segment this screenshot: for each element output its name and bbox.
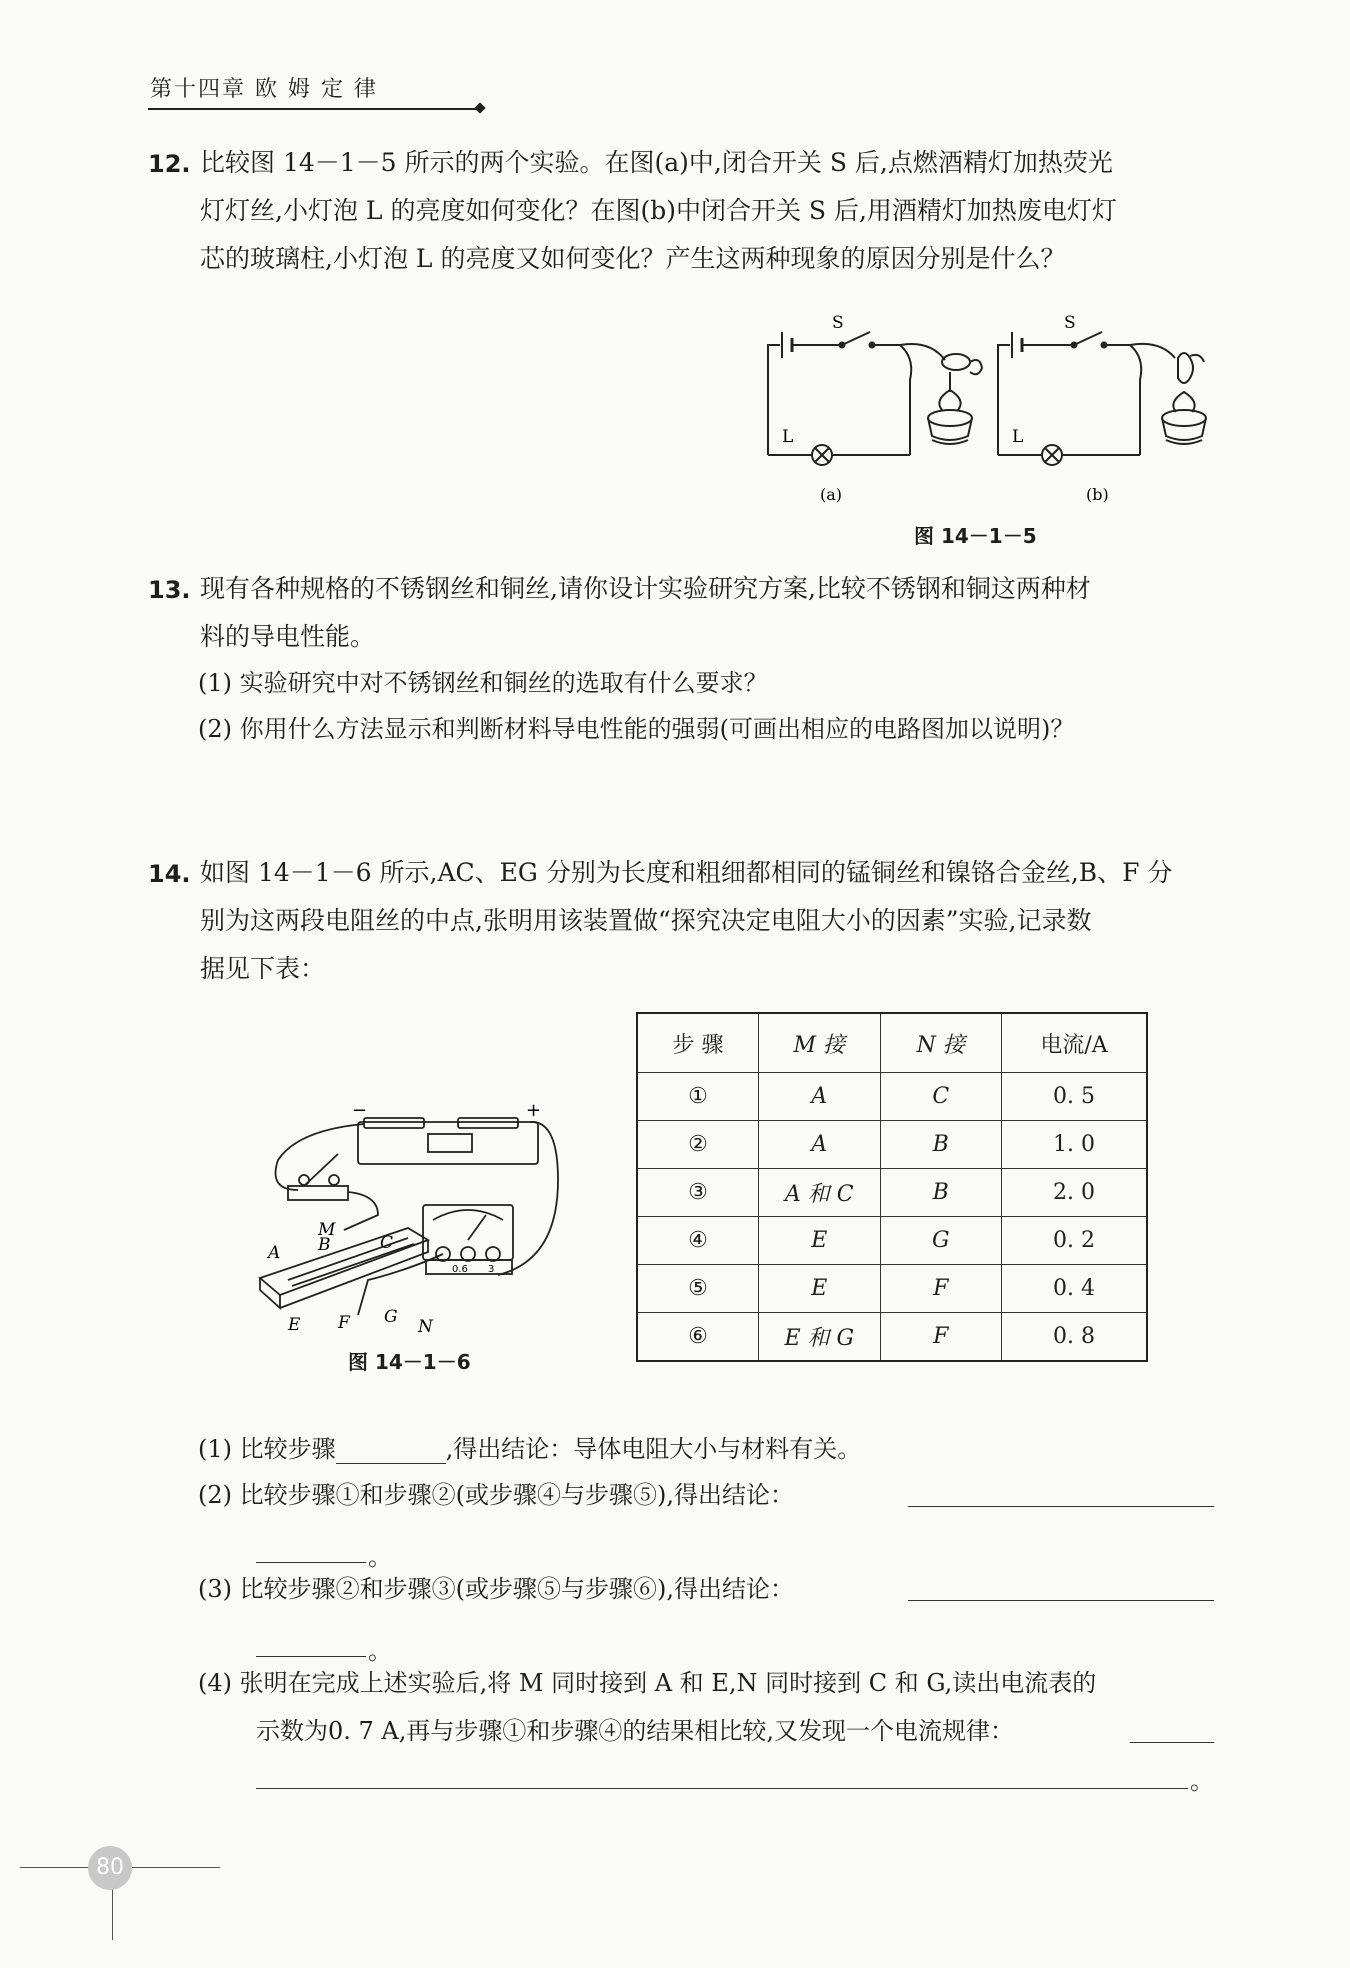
fig5-sub-a: (a) [820, 485, 843, 504]
cell-m: E 和 G [759, 1313, 881, 1362]
cell-m: A [759, 1073, 881, 1121]
cell-n: B [880, 1169, 1001, 1217]
page-number: 80 [88, 1846, 132, 1890]
cell-step: ⑤ [637, 1265, 759, 1313]
table-row [637, 1265, 1147, 1313]
answer-blank-4a[interactable] [1130, 1718, 1214, 1743]
cell-current: 0. 5 [1001, 1073, 1147, 1121]
fig6-range-3: 3 [488, 1264, 495, 1275]
cell-n: C [880, 1073, 1001, 1121]
cell-current: 0. 8 [1001, 1313, 1147, 1362]
fig6-label-c: C [380, 1233, 394, 1253]
cell-current: 1. 0 [1001, 1121, 1147, 1169]
q14-line-3: 据见下表： [200, 954, 326, 983]
cell-n: B [880, 1121, 1001, 1169]
answer-blank-3b[interactable] [256, 1632, 366, 1657]
cell-step: ② [637, 1121, 759, 1169]
table-row [637, 1169, 1147, 1217]
figure-14-1-5 [720, 300, 1240, 550]
figure-14-1-5-caption: 图 14－1－5 [914, 524, 1037, 548]
table-row [637, 1217, 1147, 1265]
cell-n: F [880, 1265, 1001, 1313]
q13-sub-2: (2) 你用什么方法显示和判断材料导电性能的强弱(可画出相应的电路图加以说明)？ [198, 715, 1075, 743]
fig6-label-g: G [384, 1307, 398, 1327]
fig6-label-a: A [268, 1243, 281, 1263]
q14-sub-4-line-1: (4) 张明在完成上述实验后,将 M 同时接到 A 和 E,N 同时接到 C 和 G,读出电流表的 [198, 1669, 1097, 1697]
header-current: 电流/A [1001, 1013, 1147, 1073]
fig5-sub-b: (b) [1086, 485, 1109, 504]
cell-m: A [759, 1121, 881, 1169]
q12-line-1: 比较图 14－1－5 所示的两个实验。在图(a)中,闭合开关 S 后,点燃酒精灯加热荧光 [200, 148, 1113, 177]
q13-sub-1: (1) 实验研究中对不锈钢丝和铜丝的选取有什么要求？ [198, 669, 768, 697]
data-table [636, 1012, 1148, 1362]
q13-line-1: 现有各种规格的不锈钢丝和铜丝,请你设计实验研究方案,比较不锈钢和铜这两种材 [200, 574, 1091, 603]
answer-blank-3a[interactable] [908, 1576, 1214, 1601]
q14-sub-2: (2) 比较步骤①和步骤②(或步骤④与步骤⑤),得出结论： [198, 1481, 794, 1509]
header-dot [474, 102, 485, 113]
fig6-range-06: 0.6 [452, 1264, 468, 1275]
q14-sub-3: (3) 比较步骤②和步骤③(或步骤⑤与步骤⑥),得出结论： [198, 1575, 794, 1603]
cell-step: ③ [637, 1169, 759, 1217]
cell-m: E [759, 1265, 881, 1313]
q14-number: 14. [148, 860, 191, 888]
header-m: M 接 [759, 1013, 881, 1073]
fig6-label-f: F [338, 1313, 350, 1333]
q14-line-2: 别为这两段电阻丝的中点,张明用该装置做“探究决定电阻大小的因素”实验,记录数 [200, 906, 1092, 935]
answer-blank-1[interactable] [336, 1439, 446, 1464]
cell-m: E [759, 1217, 881, 1265]
header-rule [148, 108, 478, 110]
fig6-label-b: B [318, 1235, 331, 1255]
q14-line-1: 如图 14－1－6 所示,AC、EG 分别为长度和粗细都相同的锰铜丝和镍铬合金丝,B、F 分 [200, 858, 1173, 887]
answer-blank-2b[interactable] [256, 1538, 366, 1563]
header-step: 步 骤 [637, 1013, 759, 1073]
fig6-plus: + [526, 1100, 542, 1121]
q12-line-2: 灯灯丝,小灯泡 L 的亮度如何变化？在图(b)中闭合开关 S 后,用酒精灯加热废电灯灯 [200, 196, 1117, 225]
table-row [637, 1073, 1147, 1121]
fig6-label-n: N [418, 1317, 433, 1337]
header-n: N 接 [880, 1013, 1001, 1073]
cell-step: ① [637, 1073, 759, 1121]
chapter-header: 第十四章 欧 姆 定 律 [150, 77, 378, 102]
cell-n: G [880, 1217, 1001, 1265]
q14-sub-1 [198, 1434, 861, 1464]
cell-current: 0. 4 [1001, 1265, 1147, 1313]
fig6-label-e: E [288, 1315, 301, 1335]
cell-step: ④ [637, 1217, 759, 1265]
table-row [637, 1313, 1147, 1362]
fig5-label-s-b: S [1064, 313, 1076, 333]
q13-number: 13. [148, 576, 191, 604]
table-row [637, 1121, 1147, 1169]
q14-sub-4-line-2: 示数为0. 7 A,再与步骤①和步骤④的结果相比较,又发现一个电流规律： [256, 1717, 1015, 1745]
q13-line-2: 料的导电性能。 [200, 622, 376, 651]
cell-step: ⑥ [637, 1313, 759, 1362]
answer-blank-4b[interactable] [256, 1764, 1188, 1789]
figure-14-1-6 [258, 1100, 598, 1340]
table-header-row [637, 1013, 1147, 1073]
cell-m: A 和 C [759, 1169, 881, 1217]
q14-sub-4-period: 。 [1190, 1767, 1214, 1795]
fig5-label-s-a: S [832, 313, 844, 333]
q14-sub-2-period: 。 [368, 1543, 392, 1571]
fig6-minus: − [352, 1100, 368, 1121]
q12-line-3: 芯的玻璃柱,小灯泡 L 的亮度又如何变化？产生这两种现象的原因分别是什么？ [200, 244, 1066, 273]
cell-n: F [880, 1313, 1001, 1362]
q14-sub-3-period: 。 [368, 1637, 392, 1665]
cell-current: 0. 2 [1001, 1217, 1147, 1265]
q14-sub-1-start: (1) 比较步骤 [198, 1435, 336, 1463]
answer-blank-2a[interactable] [908, 1482, 1214, 1507]
figure-14-1-6-caption: 图 14－1－6 [348, 1350, 471, 1374]
fig5-label-l-a: L [782, 427, 794, 447]
q12-number: 12. [148, 150, 191, 178]
fig5-label-l-b: L [1012, 427, 1024, 447]
q14-sub-1-end: ,得出结论：导体电阻大小与材料有关。 [445, 1435, 862, 1463]
fig6-label-m: M [318, 1220, 336, 1240]
cell-current: 2. 0 [1001, 1169, 1147, 1217]
